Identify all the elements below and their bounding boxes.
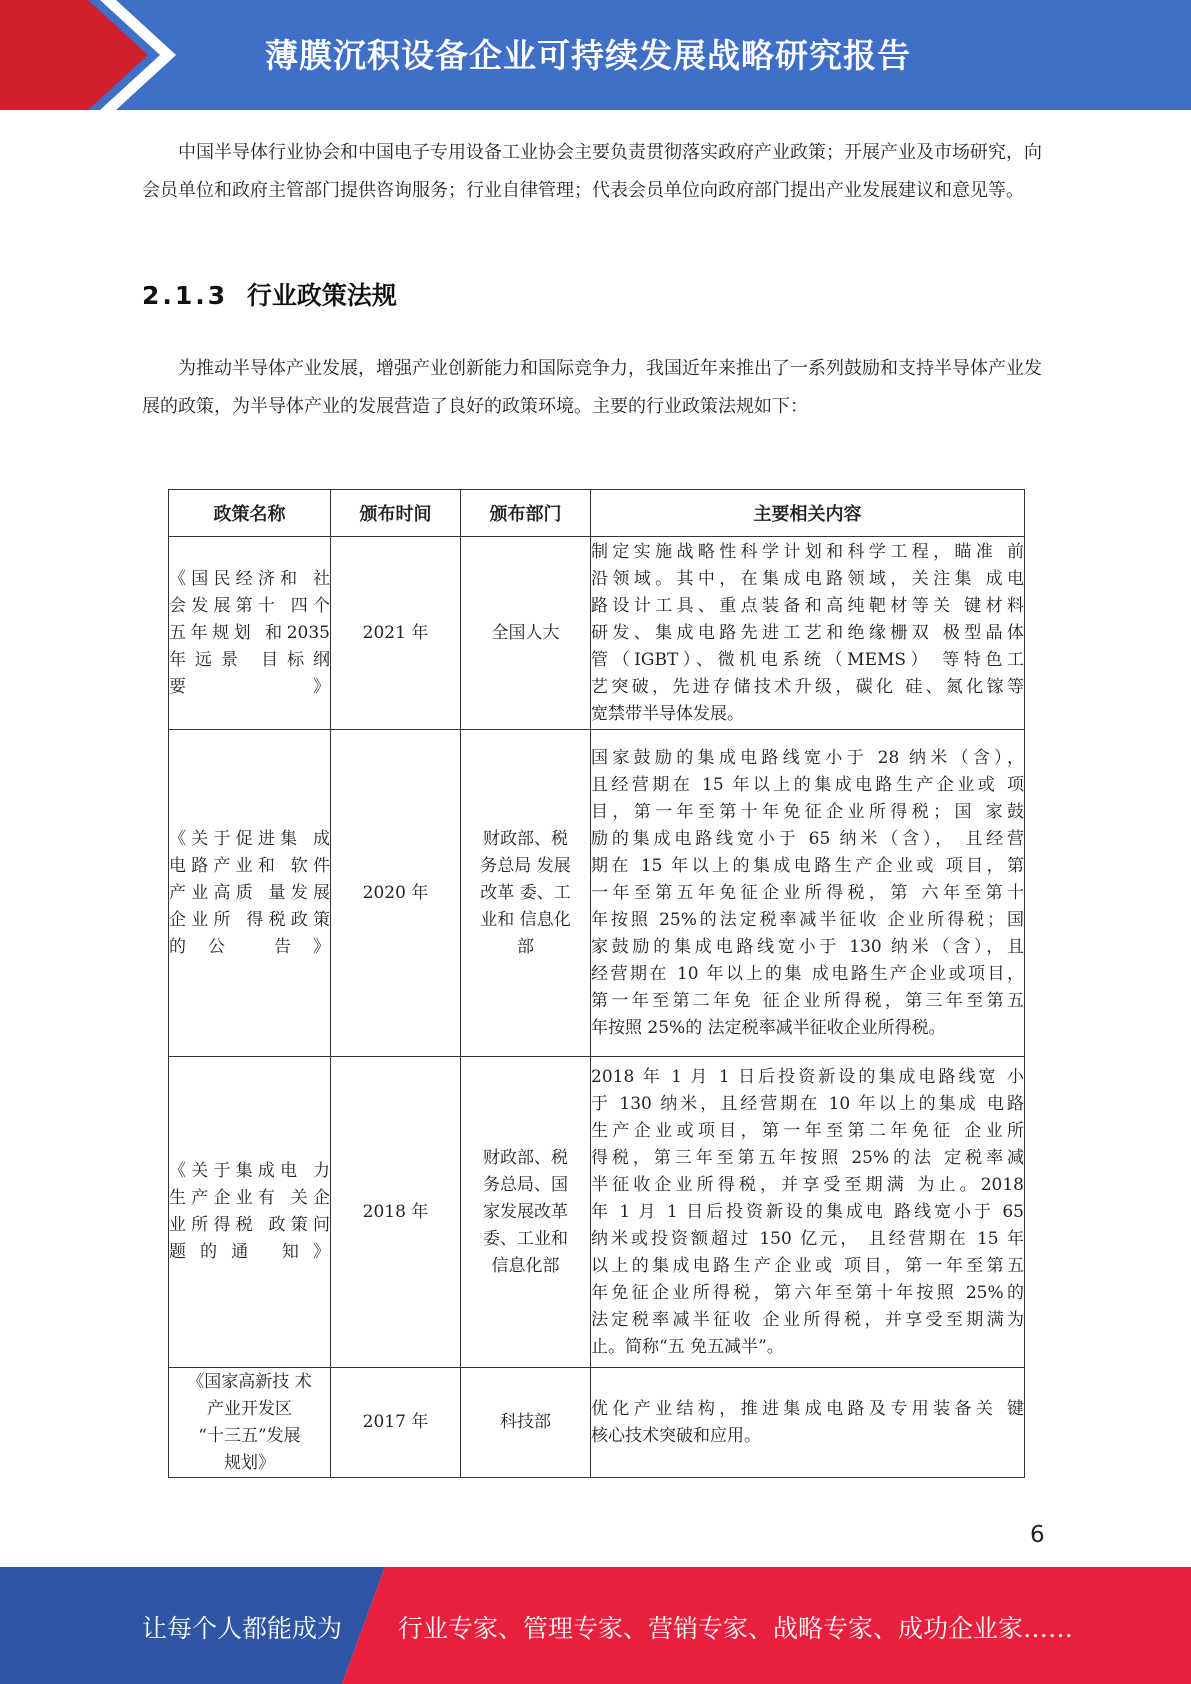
department-cell-line: 委、工业和 — [483, 1228, 568, 1249]
issue-year-cell: 2020 年 — [331, 730, 461, 1057]
policy-name-cell-line: 《国家高新技 术 — [187, 1371, 312, 1392]
policy-name-cell-line: 题的通 知》 — [169, 1242, 330, 1262]
policy-table-body — [169, 537, 1025, 1478]
col-header-content: 主要相关内容 — [591, 490, 1025, 537]
content-cell-line: 年 1 月 1 日后投资新设的集成电 路线宽小于 65 — [591, 1201, 1024, 1222]
intro-paragraph: 中国半导体行业协会和中国电子专用设备工业协会主要负责贯彻落实政府产业政策；开展产业及市场研究，向会员单位和政府主管部门提供咨询服务；行业自律管理；代表会员单位向政府部门提出产业发展建议和意见等。 — [142, 142, 1042, 201]
department-cell-line: 务总局 发展 — [480, 855, 571, 876]
content-cell — [591, 537, 1025, 730]
footer-slogan-right: 行业专家、管理专家、营销专家、战略专家、成功企业家…… — [398, 1614, 1074, 1643]
content-cell-line: 年按照 25%的法定税率减半征收 企业所得税；国 — [591, 909, 1024, 930]
department-cell-line: 全国人大 — [491, 622, 560, 643]
policy-name-cell — [169, 730, 331, 1057]
department-cell-line: 财政部、税 — [483, 828, 568, 849]
content-cell-line: 于 130 纳米，且经营期在 10 年以上的集成 电路 — [591, 1093, 1024, 1114]
policy-name-cell — [169, 1368, 331, 1478]
issue-year-cell: 2017 年 — [331, 1368, 461, 1478]
policy-name-cell-line: 的公 告》 — [169, 936, 330, 957]
content-cell-line: 得税，第三年至第五年按照 25%的法 定税率减 — [591, 1147, 1024, 1168]
issue-year-cell: 2018 年 — [331, 1057, 461, 1368]
policy-name-cell-line: 五年规划 和2035 — [169, 622, 330, 643]
col-header-policy-name: 政策名称 — [169, 490, 331, 537]
content-cell-line: 目，第一年至第十年免征企业所得税；国 家鼓 — [591, 801, 1024, 822]
policy-name-cell-line: 生产企业有 关企 — [169, 1188, 330, 1208]
content-cell-line: 研发、集成电路先进工艺和绝缘栅双 极型晶体 — [591, 622, 1024, 643]
policy-name-cell — [169, 1057, 331, 1368]
department-cell — [461, 1057, 591, 1368]
policy-name-cell-line: 《关于集成电 力 — [169, 1161, 330, 1181]
content-cell-line: 法定税率减半征收 企业所得税，并享受至期满为 — [591, 1309, 1024, 1330]
footer-banner — [0, 1567, 1191, 1684]
policy-name-cell-line: 《国民经济和 社 — [169, 568, 330, 589]
policy-name-cell-line: 会发展第十 四个 — [169, 595, 330, 616]
policy-name-cell-line: 要》 — [169, 676, 330, 697]
content-cell-line: 优化产业结构，推进集成电路及专用装备关 键 — [591, 1398, 1024, 1419]
policy-name-cell-line: 业所得税 政策问 — [169, 1215, 330, 1235]
policy-name-cell-line: 年远景 目标纲 — [169, 649, 330, 670]
section-title: 行业政策法规 — [246, 281, 397, 310]
page-number: 6 — [1030, 1522, 1045, 1548]
section-number: 2.1.3 — [142, 281, 229, 310]
policy-name-cell-line: 产业高质 量发展 — [169, 882, 330, 903]
policy-name-cell — [169, 537, 331, 730]
policy-name-cell-line: 电路产业和 软件 — [169, 855, 330, 876]
department-cell-line: 财政部、税 — [483, 1147, 568, 1168]
footer-slogan-left: 让每个人都能成为 — [142, 1614, 343, 1643]
department-cell — [461, 730, 591, 1057]
content-cell-line: 止。简称“五 免五减半”。 — [591, 1336, 784, 1357]
content-cell-line: 沿领域。其中，在集成电路领域，关注集 成电 — [591, 568, 1024, 589]
table-header-row — [169, 490, 1025, 537]
department-cell-line: 改革 委、工 — [480, 882, 571, 903]
report-title: 薄膜沉积设备企业可持续发展战略研究报告 — [265, 36, 911, 75]
section-heading — [142, 276, 397, 312]
policy-table — [168, 489, 1025, 1478]
department-cell — [461, 1368, 591, 1478]
col-header-issue-date: 颁布时间 — [331, 490, 461, 537]
content-cell-line: 一年至第五年免征企业所得税，第 六年至第十 — [591, 882, 1024, 903]
content-cell-line: 经营期在 10 年以上的集 成电路生产企业或项目， — [591, 963, 1024, 984]
table-row — [169, 1368, 1025, 1478]
content-cell-line: 励的集成电路线宽小于 65 纳米（含）， 且经营 — [591, 828, 1024, 849]
content-cell-line: 2018 年 1 月 1 日后投资新设的集成电路线宽 小 — [591, 1066, 1024, 1087]
table-row — [169, 1057, 1025, 1368]
content-cell-line: 生产企业或项目，第一年至第二年免征 企业所 — [591, 1120, 1024, 1141]
table-row — [169, 537, 1025, 730]
department-cell-line: 业和 信息化 — [480, 909, 571, 930]
content-cell-line: 宽禁带半导体发展。 — [591, 703, 744, 724]
header-banner — [0, 0, 1191, 110]
content-cell-line: 制定实施战略性科学计划和科学工程，瞄准 前 — [591, 541, 1024, 562]
policy-name-cell-line: 产业开发区 — [207, 1398, 292, 1419]
content-cell-line: 国家鼓励的集成电路线宽小于 28 纳米（含）， — [591, 747, 1024, 768]
policy-intro-paragraph: 为推动半导体产业发展，增强产业创新能力和国际竞争力，我国近年来推出了一系列鼓励和支持半导体产业发展的政策，为半导体产业的发展营造了良好的政策环境。主要的行业政策法规如下： — [142, 358, 1042, 417]
content-cell — [591, 730, 1025, 1057]
department-cell-line: 家发展改革 — [483, 1201, 568, 1222]
policy-name-cell-line: “十三五”发展 — [198, 1425, 301, 1446]
department-cell-line: 科技部 — [500, 1412, 551, 1432]
content-cell-line: 半征收企业所得税，并享受至期满 为止。2018 — [591, 1174, 1024, 1195]
department-cell — [461, 537, 591, 730]
content-cell-line: 管（IGBT）、微机电系统（MEMS） 等特色工 — [591, 649, 1024, 670]
col-header-department: 颁布部门 — [461, 490, 591, 537]
content-cell-line: 以上的集成电路生产企业或 项目，第一年至第五 — [591, 1255, 1024, 1276]
content-cell-line: 路设计工具、重点装备和高纯靶材等关 键材料 — [591, 595, 1024, 616]
content-cell-line: 期在 15 年以上的集成电路生产企业或 项目，第 — [591, 855, 1024, 876]
content-cell-line: 艺突破，先进存储技术升级，碳化 硅、氮化镓等 — [591, 676, 1024, 697]
policy-name-cell-line: 《关于促进集 成 — [169, 828, 330, 849]
content-cell-line: 家鼓励的集成电路线宽小于 130 纳米（含），且 — [591, 936, 1024, 957]
content-cell-line: 纳米或投资额超过 150 亿元， 且经营期在 15 年 — [591, 1228, 1024, 1249]
content-cell-line: 第一年至第二年免 征企业所得税，第三年至第五 — [591, 990, 1024, 1011]
content-cell — [591, 1368, 1025, 1478]
department-cell-line: 信息化部 — [491, 1255, 560, 1276]
content-cell-line: 年免征企业所得税，第六年至第十年按照 25%的 — [591, 1282, 1024, 1303]
table-row — [169, 730, 1025, 1057]
department-cell-line: 部 — [517, 936, 534, 957]
content-cell-line: 核心技术突破和应用。 — [591, 1425, 761, 1446]
policy-name-cell-line: 规划》 — [224, 1452, 275, 1473]
issue-year-cell: 2021 年 — [331, 537, 461, 730]
department-cell-line: 务总局、国 — [483, 1174, 568, 1195]
content-cell-line: 且经营期在 15 年以上的集成电路生产企业或 项 — [591, 774, 1024, 795]
content-cell-line: 年按照 25%的 法定税率减半征收企业所得税。 — [591, 1017, 946, 1038]
policy-name-cell-line: 企业所 得税政策 — [169, 909, 330, 930]
content-cell — [591, 1057, 1025, 1368]
